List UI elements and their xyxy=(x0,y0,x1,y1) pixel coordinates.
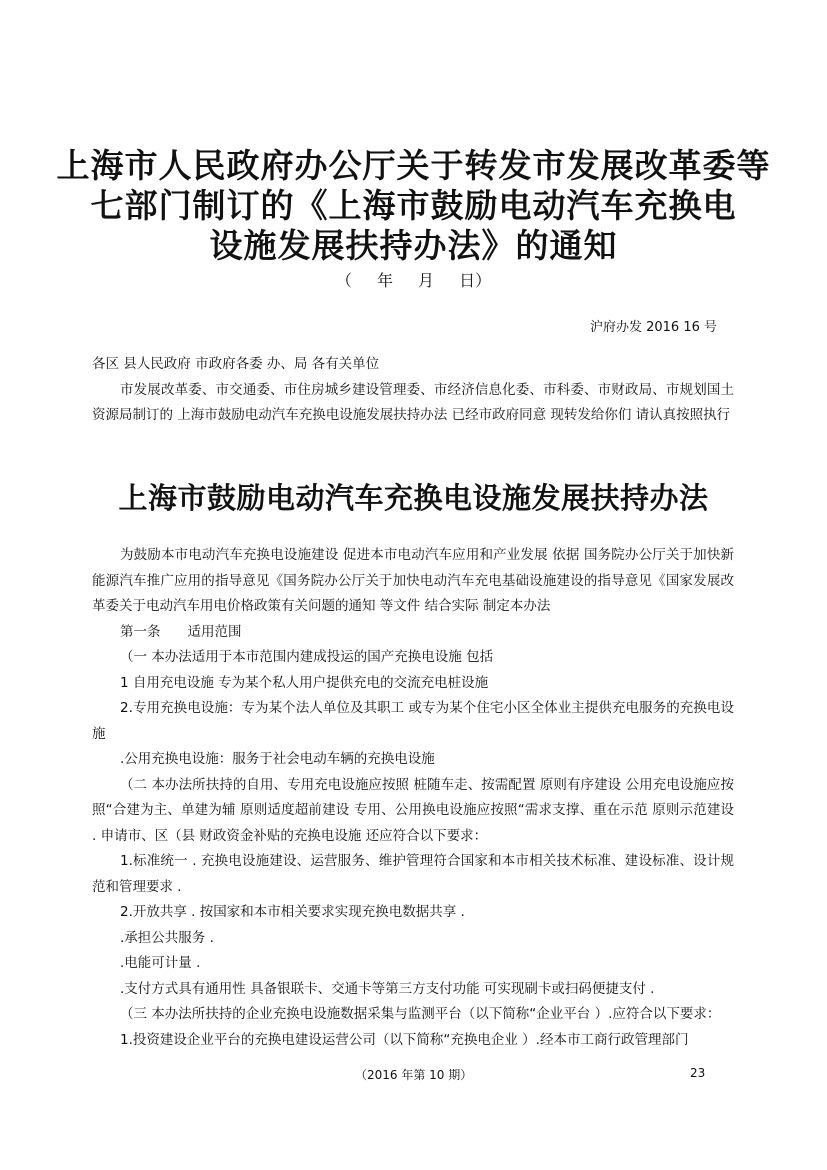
regulation-paragraph: 为鼓励本市电动汽车充换电设施建设 促进本市电动汽车应用和产业发展 依据 国务院办公厅关于加快新能源汽车推广应用的指导意见《国务院办公厅关于加快电动汽车充电基础设施建设的指导意见《国家发展改革委关于电动汽车用电价格政策有关问题的通知 等文件 结合实际 制定本办法 xyxy=(92,547,734,614)
regulation-paragraph: 1 自用充电设施 专为某个私人用户提供充电的交流充电桩设施 xyxy=(120,674,489,691)
notice-section xyxy=(92,352,734,429)
title-line-3: 设施发展扶持办法》的通知 xyxy=(209,226,618,265)
regulation-paragraph: （三 本办法所扶持的企业充换电设施数据采集与监测平台（以下简称“企业平台 ）.应符合以下要求： xyxy=(120,1006,721,1022)
issue-label: （2016 年第 10 期） xyxy=(355,1068,473,1082)
document-title xyxy=(0,146,827,292)
regulation-paragraph: 1.标准统一 . 充换电设施建设、运营服务、维护管理符合国家和本市相关技术标准、建设标准、设计规范和管理要求 . xyxy=(92,853,734,895)
regulation-paragraph: 2.专用充换电设施：专为某个法人单位及其职工 或专为某个住宅小区全体业主提供充电服务的充换电设施 xyxy=(92,700,734,742)
regulation-paragraph: .支付方式具有通用性 具备银联卡、交通卡等第三方支付功能 可实现刷卡或扫码便捷支付 . xyxy=(120,980,655,997)
title-line-2: 七部门制订的《上海市鼓励电动汽车充换电 xyxy=(90,186,737,225)
regulation-paragraph: 2.开放共享 . 按国家和本市相关要求实现充换电数据共享 . xyxy=(120,904,465,920)
regulation-paragraph: .承担公共服务 . xyxy=(120,929,214,946)
regulation-paragraph: 第一条 适用范围 xyxy=(120,623,242,640)
document-number: 沪府办发 2016 16 号 xyxy=(589,320,717,335)
addressee: 各区 县人民政府 市政府各委 办、局 各有关单位 xyxy=(92,356,380,372)
date-line: （ 年 月 日） xyxy=(335,271,492,290)
regulation-paragraph: （一 本办法适用于本市范围内建成投运的国产充换电设施 包括 xyxy=(120,649,494,665)
regulation-body xyxy=(92,543,734,1053)
regulation-paragraph: .公用充换电设施：服务于社会电动车辆的充换电设施 xyxy=(120,751,435,767)
notice-body: 市发展改革委、市交通委、市住房城乡建设管理委、市经济信息化委、市科委、市财政局、市规划国土资源局制订的 上海市鼓励电动汽车充换电设施发展扶持办法 已经市政府同意 现转发给你们 请认真按照执行 xyxy=(92,381,734,423)
page-number: 23 xyxy=(690,1066,706,1080)
regulation-paragraph: （二 本办法所扶持的自用、专用充电设施应按照 桩随车走、按需配置 原则有序建设 公用充电设施应按照“合建为主、单建为辅 原则适度超前建设 专用、公用换电设施应按照“需求支撑、重在示范 原则示范建设 . 申请市、区（县 财政资金补贴的充换电设施 还应符合以下要求： xyxy=(92,776,734,844)
regulation-paragraph: .电能可计量 . xyxy=(120,955,201,971)
title-line-1: 上海市人民政府办公厅关于转发市发展改革委等 xyxy=(56,146,771,185)
regulation-paragraph: 1.投资建设企业平台的充换电建设运营公司（以下简称“充换电企业 ）.经本市工商行政管理部门 xyxy=(120,1031,689,1048)
regulation-title: 上海市鼓励电动汽车充换电设施发展扶持办法 xyxy=(118,481,709,515)
